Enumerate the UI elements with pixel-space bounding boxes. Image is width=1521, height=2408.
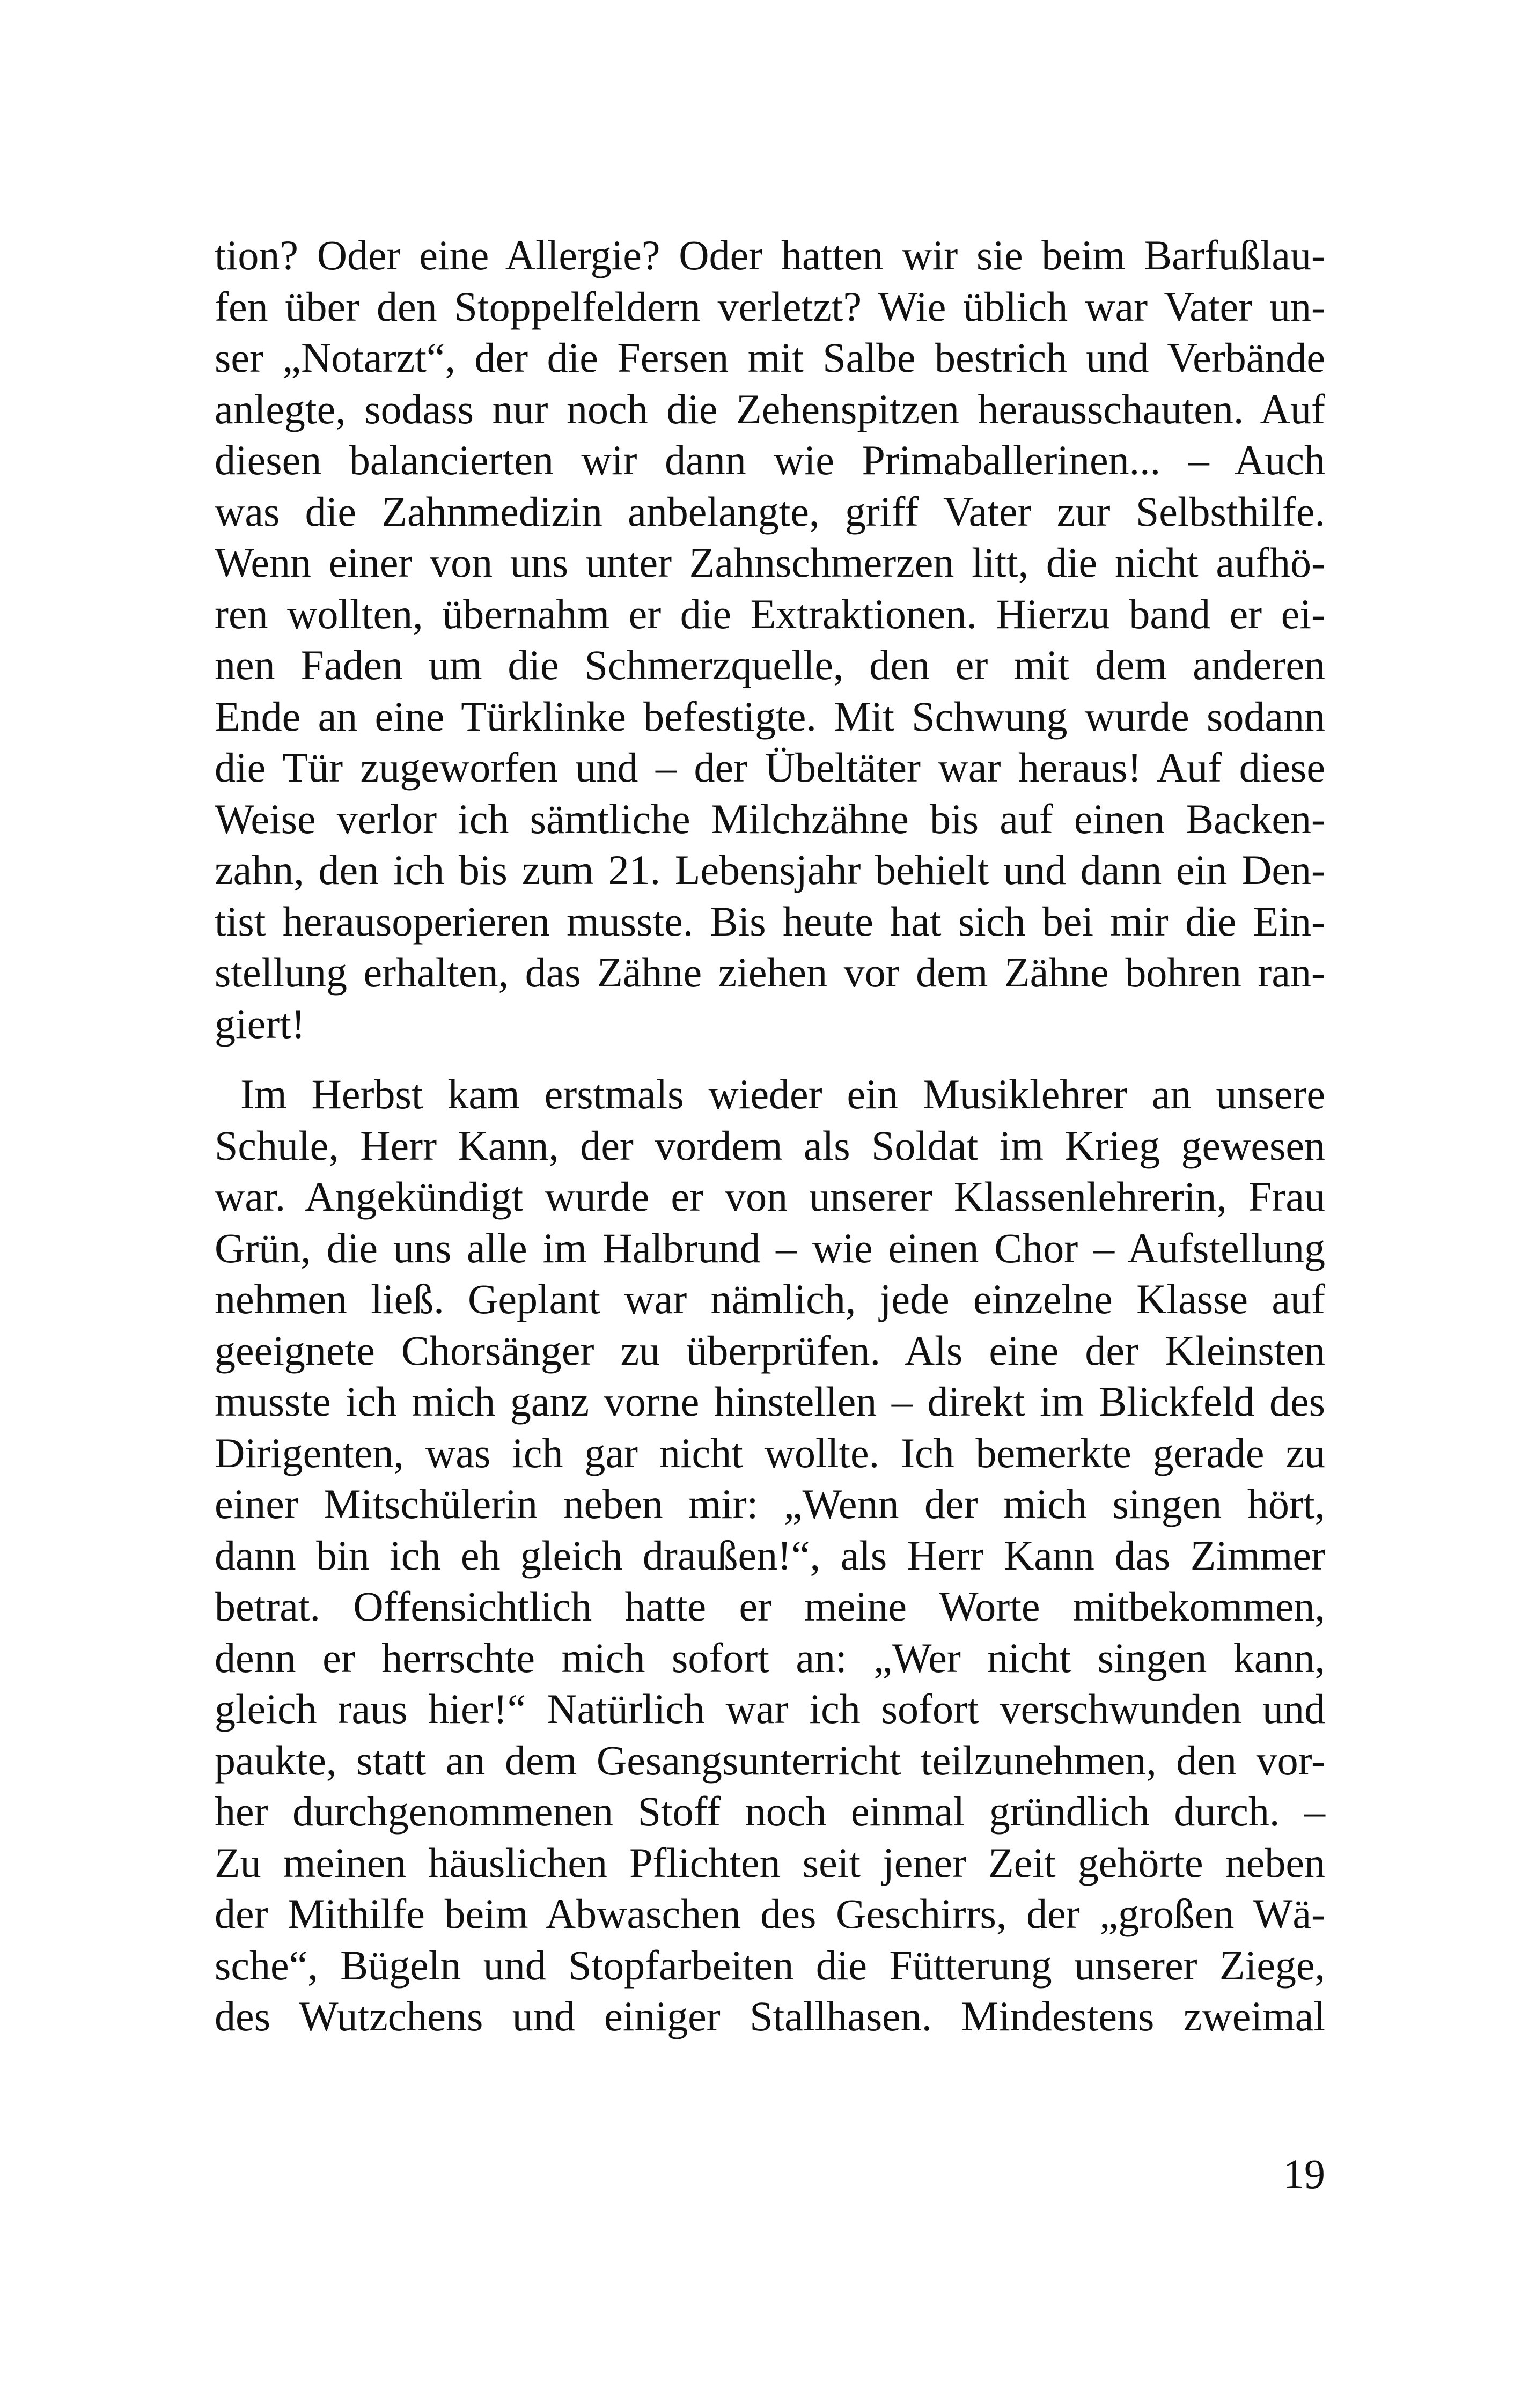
text-line: anlegte, sodass nur noch die Zehenspitzen herausschauten. Auf: [215, 385, 1325, 432]
text-line: der Mithilfe beim Abwaschen des Geschirrs, der „großen Wä-: [215, 1890, 1325, 1937]
text-line: diesen balancierten wir dann wie Primaballerinen... – Auch: [215, 437, 1325, 483]
text-line: dann bin ich eh gleich draußen!“, als Herr Kann das Zimmer: [215, 1531, 1325, 1579]
text-line: tion? Oder eine Allergie? Oder hatten wir sie beim Barfußlau-: [215, 232, 1325, 278]
text-line: Wenn einer von uns unter Zahnschmerzen litt, die nicht aufhö-: [215, 539, 1325, 586]
text-line: die Tür zugeworfen und – der Übeltäter war heraus! Auf diese: [215, 744, 1325, 791]
text-line: Ende an eine Türklinke befestigte. Mit Schwung wurde sodann: [215, 693, 1325, 740]
text-line: Im Herbst kam erstmals wieder ein Musiklehrer an unsere: [240, 1071, 1325, 1117]
text-line: tist herausoperieren musste. Bis heute hat sich bei mir die Ein-: [215, 897, 1325, 945]
text-line: ren wollten, übernahm er die Extraktionen. Hierzu band er ei-: [215, 590, 1325, 637]
text-line: Schule, Herr Kann, der vordem als Soldat im Krieg gewesen: [215, 1122, 1325, 1169]
text-line: musste ich mich ganz vorne hinstellen – direkt im Blickfeld des: [215, 1378, 1325, 1425]
text-line: Grün, die uns alle im Halbrund – wie einen Chor – Aufstellung: [215, 1224, 1325, 1271]
text-line: stellung erhalten, das Zähne ziehen vor dem Zähne bohren ran-: [215, 949, 1325, 996]
text-line: nen Faden um die Schmerzquelle, den er mit dem anderen: [215, 642, 1325, 688]
text-line: Dirigenten, was ich gar nicht wollte. Ich bemerkte gerade zu: [215, 1429, 1325, 1476]
text-line: war. Angekündigt wurde er von unserer Klassenlehrerin, Frau: [215, 1173, 1325, 1220]
text-line: betrat. Offensichtlich hatte er meine Worte mitbekommen,: [215, 1583, 1325, 1630]
paragraph-1: [215, 230, 1325, 1049]
text-line: einer Mitschülerin neben mir: „Wenn der mich singen hört,: [215, 1481, 1325, 1527]
text-line: Zu meinen häuslichen Pflichten seit jener Zeit gehörte neben: [215, 1839, 1325, 1886]
text-line: paukte, statt an dem Gesangsunterricht teilzunehmen, den vor-: [215, 1736, 1325, 1784]
page-number: 19: [1283, 2151, 1325, 2197]
text-line: des Wutzchens und einiger Stallhasen. Mindestens zweimal: [215, 1993, 1325, 2039]
text-line: nehmen ließ. Geplant war nämlich, jede einzelne Klasse auf: [215, 1276, 1325, 1322]
paragraph-2: [215, 1069, 1325, 2042]
text-line: denn er herrschte mich sofort an: „Wer nicht singen kann,: [215, 1634, 1325, 1681]
text-line: gleich raus hier!“ Natürlich war ich sofort verschwunden und: [215, 1685, 1325, 1732]
text-line: fen über den Stoppelfeldern verletzt? Wie üblich war Vater un-: [215, 283, 1325, 330]
text-line: her durchgenommenen Stoff noch einmal gründlich durch. –: [215, 1788, 1325, 1835]
text-line: geeignete Chorsänger zu überprüfen. Als eine der Kleinsten: [215, 1327, 1325, 1374]
text-line: Weise verlor ich sämtliche Milchzähne bis auf einen Backen-: [215, 795, 1325, 842]
text-line: zahn, den ich bis zum 21. Lebensjahr behielt und dann ein Den-: [215, 846, 1325, 893]
text-line: ser „Notarzt“, der die Fersen mit Salbe bestrich und Verbände: [215, 334, 1325, 381]
text-line: giert!: [215, 1000, 305, 1047]
text-line: was die Zahnmedizin anbelangte, griff Vater zur Selbsthilfe.: [215, 488, 1325, 535]
text-line: sche“, Bügeln und Stopfarbeiten die Fütterung unserer Ziege,: [215, 1941, 1325, 1989]
